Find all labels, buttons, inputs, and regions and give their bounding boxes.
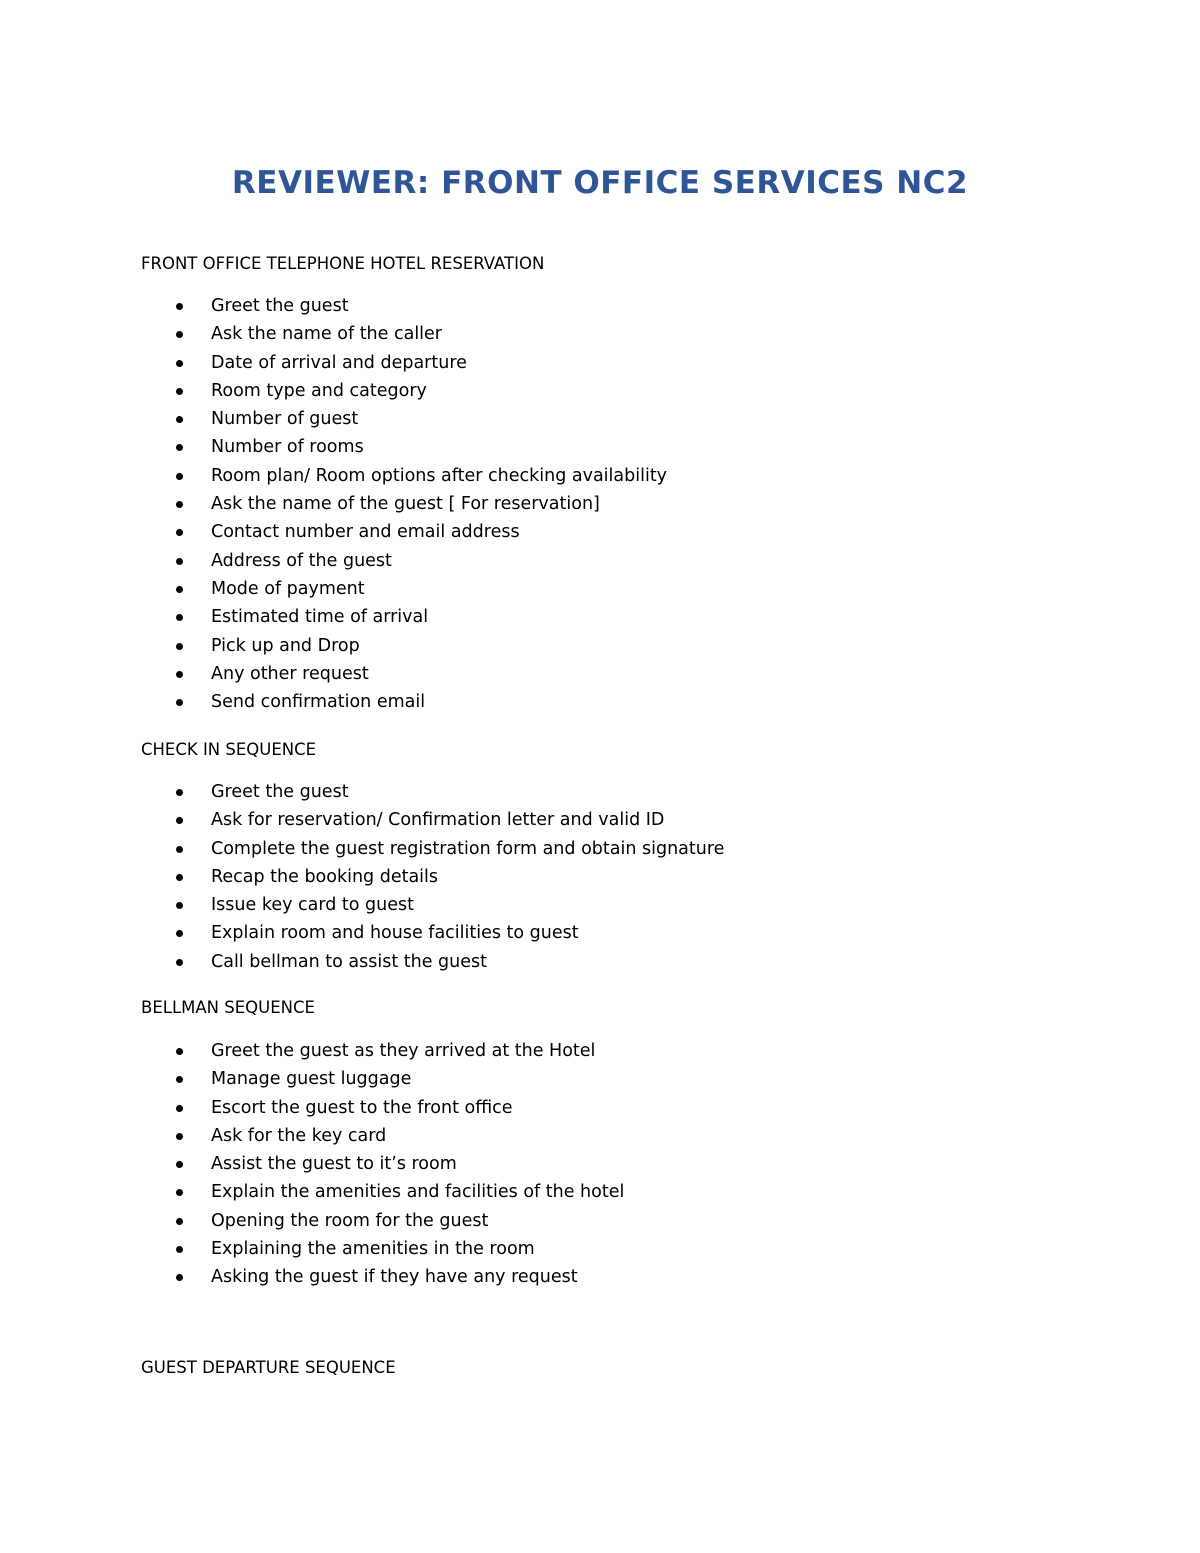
list-item-text: Greet the guest as they arrived at the Hotel: [211, 1041, 596, 1061]
list-item-text: Complete the guest registration form and obtain signature: [211, 838, 725, 859]
section-heading: BELLMAN SEQUENCE: [141, 998, 315, 1017]
bullet-icon: [176, 1076, 183, 1083]
bullet-icon: [176, 699, 183, 706]
list-item-text: Room type and category: [211, 380, 427, 401]
list-item-text: Room plan/ Room options after checking availability: [211, 465, 668, 486]
list-item: [141, 688, 667, 716]
list-item-text: Number of rooms: [211, 437, 364, 458]
list-item: [141, 1150, 624, 1178]
bullet-icon: [176, 331, 183, 338]
list-item-text: Issue key card to guest: [211, 895, 414, 916]
list-item-text: Recap the booking details: [211, 866, 439, 887]
bullet-icon: [176, 930, 183, 937]
bullet-icon: [176, 1133, 183, 1140]
list-item: [141, 1037, 624, 1065]
list-item: [141, 405, 667, 433]
bullet-icon: [176, 643, 183, 650]
list-item: [141, 1235, 624, 1263]
bullet-icon: [176, 671, 183, 678]
bullet-icon: [176, 529, 183, 536]
list-item-text: Date of arrival and departure: [211, 352, 467, 373]
bullet-icon: [176, 1048, 183, 1055]
bullet-icon: [176, 817, 183, 824]
list-item: [141, 1094, 624, 1122]
bullet-icon: [176, 388, 183, 395]
bullet-icon: [176, 1246, 183, 1253]
list-item-text: Asking the guest if they have any request: [211, 1267, 578, 1288]
bullet-list: [141, 292, 667, 716]
list-item-text: Explain room and house facilities to guest: [211, 923, 579, 944]
list-item-text: Number of guest: [211, 409, 359, 430]
bullet-icon: [176, 902, 183, 909]
list-item: [141, 433, 667, 461]
list-item: [141, 1065, 624, 1093]
list-item-text: Greet the guest: [211, 782, 349, 802]
list-item: [141, 603, 667, 631]
bullet-icon: [176, 874, 183, 881]
list-item-text: Send confirmation email: [211, 692, 426, 713]
list-item-text: Mode of payment: [211, 578, 365, 599]
list-item-text: Ask the name of the caller: [211, 324, 443, 345]
bullet-icon: [176, 1218, 183, 1225]
list-item: [141, 320, 667, 348]
bullet-icon: [176, 1105, 183, 1112]
list-item-text: Any other request: [211, 663, 369, 684]
list-item: [141, 292, 667, 320]
bullet-icon: [176, 416, 183, 423]
bullet-list: [141, 1037, 624, 1292]
list-item-text: Escort the guest to the front office: [211, 1097, 513, 1118]
list-item: [141, 462, 667, 490]
list-item: [141, 575, 667, 603]
bullet-icon: [176, 360, 183, 367]
list-item: [141, 806, 724, 834]
list-item-text: Ask the name of the guest [ For reservation]: [211, 494, 600, 515]
list-item: [141, 863, 724, 891]
bullet-icon: [176, 789, 183, 796]
list-item-text: Explain the amenities and facilities of the hotel: [211, 1182, 625, 1203]
bullet-icon: [176, 959, 183, 966]
list-item: [141, 1263, 624, 1291]
section-heading: CHECK IN SEQUENCE: [141, 740, 317, 759]
list-item: [141, 660, 667, 688]
list-item-text: Manage guest luggage: [211, 1069, 412, 1090]
section-heading: FRONT OFFICE TELEPHONE HOTEL RESERVATION: [141, 254, 545, 273]
list-item: [141, 835, 724, 863]
list-item-text: Opening the room for the guest: [211, 1210, 489, 1231]
list-item-text: Greet the guest: [211, 296, 349, 316]
list-item-text: Assist the guest to it’s room: [211, 1154, 457, 1175]
list-item-text: Ask for reservation/ Confirmation letter and valid ID: [211, 810, 665, 831]
list-item-text: Estimated time of arrival: [211, 607, 429, 628]
bullet-icon: [176, 303, 183, 310]
bullet-icon: [176, 1189, 183, 1196]
bullet-icon: [176, 586, 183, 593]
bullet-icon: [176, 846, 183, 853]
list-item: [141, 948, 724, 976]
list-item: [141, 891, 724, 919]
list-item-text: Contact number and email address: [211, 522, 520, 543]
document-title: REVIEWER: FRONT OFFICE SERVICES NC2: [231, 165, 969, 201]
list-item: [141, 1207, 624, 1235]
bullet-icon: [176, 1274, 183, 1281]
list-item: [141, 377, 667, 405]
list-item: [141, 778, 724, 806]
list-item-text: Pick up and Drop: [211, 635, 360, 656]
bullet-icon: [176, 558, 183, 565]
list-item: [141, 349, 667, 377]
bullet-icon: [176, 444, 183, 451]
list-item: [141, 490, 667, 518]
list-item: [141, 547, 667, 575]
list-item: [141, 632, 667, 660]
bullet-icon: [176, 473, 183, 480]
section-heading: GUEST DEPARTURE SEQUENCE: [141, 1358, 396, 1377]
list-item: [141, 919, 724, 947]
bullet-list: [141, 778, 724, 976]
list-item: [141, 1178, 624, 1206]
bullet-icon: [176, 614, 183, 621]
bullet-icon: [176, 501, 183, 508]
list-item-text: Address of the guest: [211, 550, 392, 571]
list-item-text: Explaining the amenities in the room: [211, 1239, 535, 1260]
list-item-text: Call bellman to assist the guest: [211, 951, 487, 972]
list-item: [141, 1122, 624, 1150]
bullet-icon: [176, 1161, 183, 1168]
list-item-text: Ask for the key card: [211, 1125, 387, 1146]
list-item: [141, 518, 667, 546]
